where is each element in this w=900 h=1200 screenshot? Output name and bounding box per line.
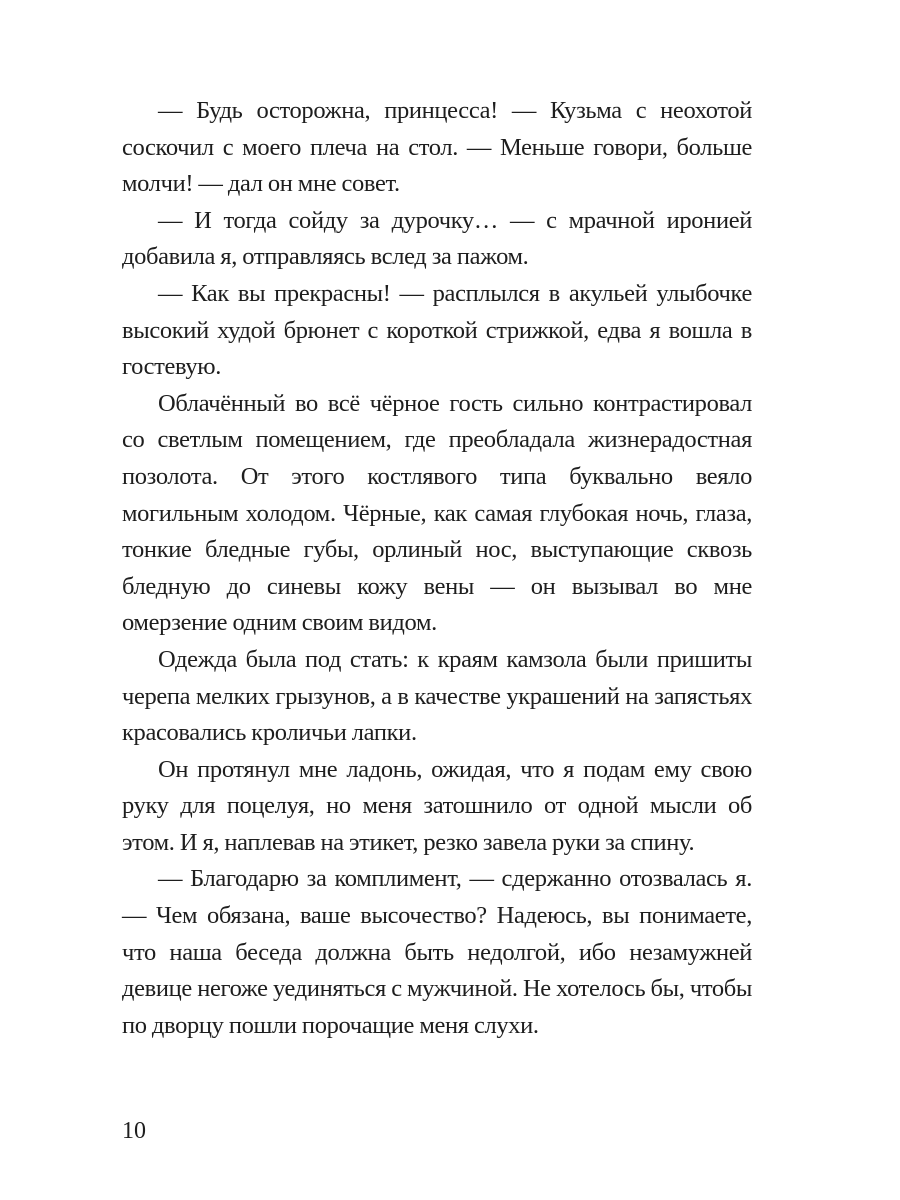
book-page-body [122,93,752,1044]
paragraph-dialogue-compliment: — Благодарю за комплимент, — сдержанно отозвалась я. — Чем обязана, ваше высочество? Надеюсь, вы понимаете, что наша беседа должна быть недолгой, ибо незамужней девице негоже уединяться с мужчиной. Не хотелось бы, чтобы по дворцу пошли порочащие меня слухи. [122,865,752,1039]
paragraph-dialogue-kuzma: — Будь осторожна, принцесса! — Кузьма с неохотой соскочил с моего плеча на стол. — Меньше говори, больше молчи! — дал он мне совет. [122,97,752,198]
paragraph-dialogue-beautiful: — Как вы прекрасны! — расплылся в акульей улыбочке высокий худой брюнет с короткой стрижкой, едва я вошла в гостевую. [122,279,752,381]
paragraph-clothing: Одежда была под стать: к краям камзола были пришиты черепа мелких грызунов, а в качестве украшений на запястьях красовались кроличьи лапки. [122,645,752,747]
page-number: 10 [122,1118,146,1144]
paragraph-guest-description: Облачённый во всё чёрное гость сильно контрастировал со светлым помещением, где преобладала жизнерадостная позолота. От этого костлявого типа буквально веяло могильным холодом. Чёрные, как самая глубокая ночь, глаза, тонкие бледные губы, орлиный нос, выступающие сквозь бледную до синевы кожу вены — он вызывал во мне омерзение одним своим видом. [122,389,752,637]
paragraph-hand-offer: Он протянул мне ладонь, ожидая, что я подам ему свою руку для поцелуя, но меня затошнило от одной мысли об этом. И я, наплевав на этикет, резко завела руки за спину. [122,755,752,856]
paragraph-dialogue-fool: — И тогда сойду за дурочку… — с мрачной иронией добавила я, отправляясь вслед за пажом. [122,206,752,271]
